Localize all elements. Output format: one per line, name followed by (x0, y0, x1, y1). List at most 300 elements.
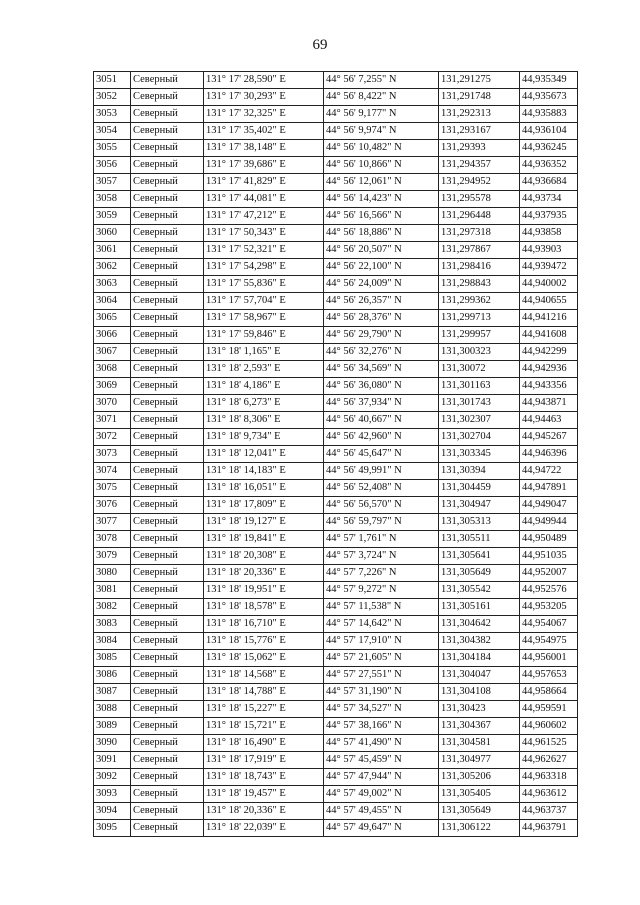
latitude-dms-cell: 44° 57' 1,761" N (324, 531, 439, 548)
area-name-cell: Северный (131, 276, 204, 293)
longitude-dms-cell: 131° 18' 20,336" E (204, 565, 324, 582)
point-number-cell: 3072 (94, 429, 131, 446)
table-row (94, 531, 578, 548)
latitude-decimal-cell: 44,963737 (520, 803, 578, 820)
table-row (94, 395, 578, 412)
point-number-cell: 3086 (94, 667, 131, 684)
area-name-cell: Северный (131, 327, 204, 344)
table-row (94, 786, 578, 803)
longitude-decimal-cell: 131,302307 (439, 412, 520, 429)
latitude-decimal-cell: 44,963318 (520, 769, 578, 786)
latitude-dms-cell: 44° 57' 34,527" N (324, 701, 439, 718)
longitude-decimal-cell: 131,30394 (439, 463, 520, 480)
table-row (94, 140, 578, 157)
area-name-cell: Северный (131, 429, 204, 446)
longitude-decimal-cell: 131,297318 (439, 225, 520, 242)
table-row (94, 599, 578, 616)
area-name-cell: Северный (131, 718, 204, 735)
area-name-cell: Северный (131, 378, 204, 395)
longitude-dms-cell: 131° 18' 20,308" E (204, 548, 324, 565)
longitude-decimal-cell: 131,305542 (439, 582, 520, 599)
latitude-dms-cell: 44° 57' 21,605" N (324, 650, 439, 667)
point-number-cell: 3091 (94, 752, 131, 769)
longitude-decimal-cell: 131,304947 (439, 497, 520, 514)
area-name-cell: Северный (131, 548, 204, 565)
area-name-cell: Северный (131, 701, 204, 718)
table-row (94, 259, 578, 276)
longitude-decimal-cell: 131,300323 (439, 344, 520, 361)
longitude-dms-cell: 131° 17' 55,836" E (204, 276, 324, 293)
longitude-dms-cell: 131° 18' 14,183" E (204, 463, 324, 480)
longitude-decimal-cell: 131,29393 (439, 140, 520, 157)
latitude-decimal-cell: 44,963612 (520, 786, 578, 803)
longitude-dms-cell: 131° 17' 47,212" E (204, 208, 324, 225)
table-row (94, 684, 578, 701)
table-row (94, 752, 578, 769)
coordinates-table-body (94, 72, 578, 837)
latitude-dms-cell: 44° 56' 34,569" N (324, 361, 439, 378)
area-name-cell: Северный (131, 463, 204, 480)
longitude-decimal-cell: 131,297867 (439, 242, 520, 259)
longitude-dms-cell: 131° 18' 19,127" E (204, 514, 324, 531)
longitude-decimal-cell: 131,304184 (439, 650, 520, 667)
table-row (94, 480, 578, 497)
latitude-decimal-cell: 44,945267 (520, 429, 578, 446)
longitude-dms-cell: 131° 18' 17,809" E (204, 497, 324, 514)
area-name-cell: Северный (131, 208, 204, 225)
latitude-decimal-cell: 44,953205 (520, 599, 578, 616)
latitude-dms-cell: 44° 56' 10,482" N (324, 140, 439, 157)
area-name-cell: Северный (131, 123, 204, 140)
point-number-cell: 3075 (94, 480, 131, 497)
longitude-decimal-cell: 131,304382 (439, 633, 520, 650)
latitude-dms-cell: 44° 56' 28,376" N (324, 310, 439, 327)
longitude-decimal-cell: 131,299713 (439, 310, 520, 327)
longitude-dms-cell: 131° 18' 16,710" E (204, 616, 324, 633)
longitude-decimal-cell: 131,303345 (439, 446, 520, 463)
point-number-cell: 3055 (94, 140, 131, 157)
latitude-decimal-cell: 44,949047 (520, 497, 578, 514)
latitude-dms-cell: 44° 56' 29,790" N (324, 327, 439, 344)
latitude-dms-cell: 44° 57' 49,002" N (324, 786, 439, 803)
point-number-cell: 3056 (94, 157, 131, 174)
point-number-cell: 3058 (94, 191, 131, 208)
point-number-cell: 3053 (94, 106, 131, 123)
longitude-dms-cell: 131° 17' 44,081" E (204, 191, 324, 208)
point-number-cell: 3063 (94, 276, 131, 293)
longitude-dms-cell: 131° 17' 32,325" E (204, 106, 324, 123)
area-name-cell: Северный (131, 446, 204, 463)
point-number-cell: 3069 (94, 378, 131, 395)
table-row (94, 565, 578, 582)
table-row (94, 361, 578, 378)
latitude-decimal-cell: 44,952007 (520, 565, 578, 582)
table-row (94, 514, 578, 531)
latitude-decimal-cell: 44,958664 (520, 684, 578, 701)
latitude-dms-cell: 44° 56' 8,422" N (324, 89, 439, 106)
table-row (94, 327, 578, 344)
latitude-decimal-cell: 44,93734 (520, 191, 578, 208)
area-name-cell: Северный (131, 395, 204, 412)
latitude-dms-cell: 44° 56' 45,647" N (324, 446, 439, 463)
point-number-cell: 3080 (94, 565, 131, 582)
table-row (94, 412, 578, 429)
point-number-cell: 3095 (94, 820, 131, 837)
longitude-decimal-cell: 131,296448 (439, 208, 520, 225)
table-row (94, 650, 578, 667)
longitude-decimal-cell: 131,305641 (439, 548, 520, 565)
longitude-decimal-cell: 131,305313 (439, 514, 520, 531)
area-name-cell: Северный (131, 344, 204, 361)
table-row (94, 701, 578, 718)
latitude-decimal-cell: 44,935673 (520, 89, 578, 106)
point-number-cell: 3067 (94, 344, 131, 361)
longitude-decimal-cell: 131,30072 (439, 361, 520, 378)
latitude-dms-cell: 44° 56' 56,570" N (324, 497, 439, 514)
longitude-decimal-cell: 131,292313 (439, 106, 520, 123)
longitude-dms-cell: 131° 17' 38,148" E (204, 140, 324, 157)
point-number-cell: 3066 (94, 327, 131, 344)
area-name-cell: Северный (131, 106, 204, 123)
latitude-decimal-cell: 44,947891 (520, 480, 578, 497)
latitude-decimal-cell: 44,936104 (520, 123, 578, 140)
area-name-cell: Северный (131, 412, 204, 429)
latitude-decimal-cell: 44,952576 (520, 582, 578, 599)
latitude-dms-cell: 44° 56' 22,100" N (324, 259, 439, 276)
point-number-cell: 3093 (94, 786, 131, 803)
area-name-cell: Северный (131, 140, 204, 157)
latitude-decimal-cell: 44,93858 (520, 225, 578, 242)
latitude-decimal-cell: 44,956001 (520, 650, 578, 667)
latitude-decimal-cell: 44,935349 (520, 72, 578, 89)
area-name-cell: Северный (131, 803, 204, 820)
latitude-dms-cell: 44° 56' 49,991" N (324, 463, 439, 480)
latitude-decimal-cell: 44,937935 (520, 208, 578, 225)
area-name-cell: Северный (131, 820, 204, 837)
latitude-decimal-cell: 44,940655 (520, 293, 578, 310)
point-number-cell: 3059 (94, 208, 131, 225)
latitude-dms-cell: 44° 56' 20,507" N (324, 242, 439, 259)
longitude-dms-cell: 131° 18' 6,273" E (204, 395, 324, 412)
table-row (94, 769, 578, 786)
area-name-cell: Северный (131, 582, 204, 599)
longitude-decimal-cell: 131,302704 (439, 429, 520, 446)
longitude-decimal-cell: 131,299362 (439, 293, 520, 310)
table-row (94, 174, 578, 191)
point-number-cell: 3081 (94, 582, 131, 599)
table-row (94, 735, 578, 752)
longitude-decimal-cell: 131,291275 (439, 72, 520, 89)
longitude-dms-cell: 131° 17' 52,321" E (204, 242, 324, 259)
longitude-dms-cell: 131° 18' 14,568" E (204, 667, 324, 684)
table-row (94, 446, 578, 463)
longitude-decimal-cell: 131,293167 (439, 123, 520, 140)
table-row (94, 89, 578, 106)
longitude-dms-cell: 131° 18' 8,306" E (204, 412, 324, 429)
longitude-dms-cell: 131° 17' 59,846" E (204, 327, 324, 344)
latitude-dms-cell: 44° 56' 10,866" N (324, 157, 439, 174)
table-row (94, 616, 578, 633)
latitude-decimal-cell: 44,954067 (520, 616, 578, 633)
latitude-dms-cell: 44° 57' 49,455" N (324, 803, 439, 820)
latitude-decimal-cell: 44,93903 (520, 242, 578, 259)
latitude-dms-cell: 44° 56' 12,061" N (324, 174, 439, 191)
table-row (94, 429, 578, 446)
latitude-decimal-cell: 44,963791 (520, 820, 578, 837)
point-number-cell: 3087 (94, 684, 131, 701)
area-name-cell: Северный (131, 72, 204, 89)
latitude-dms-cell: 44° 56' 9,177" N (324, 106, 439, 123)
latitude-dms-cell: 44° 57' 27,551" N (324, 667, 439, 684)
latitude-decimal-cell: 44,951035 (520, 548, 578, 565)
point-number-cell: 3094 (94, 803, 131, 820)
latitude-decimal-cell: 44,943871 (520, 395, 578, 412)
latitude-decimal-cell: 44,936245 (520, 140, 578, 157)
latitude-dms-cell: 44° 56' 14,423" N (324, 191, 439, 208)
longitude-decimal-cell: 131,304581 (439, 735, 520, 752)
longitude-decimal-cell: 131,305405 (439, 786, 520, 803)
longitude-decimal-cell: 131,305206 (439, 769, 520, 786)
area-name-cell: Северный (131, 599, 204, 616)
longitude-decimal-cell: 131,305649 (439, 565, 520, 582)
point-number-cell: 3065 (94, 310, 131, 327)
table-row (94, 276, 578, 293)
longitude-dms-cell: 131° 18' 19,457" E (204, 786, 324, 803)
longitude-decimal-cell: 131,298843 (439, 276, 520, 293)
table-row (94, 718, 578, 735)
latitude-dms-cell: 44° 56' 24,009" N (324, 276, 439, 293)
latitude-decimal-cell: 44,94463 (520, 412, 578, 429)
latitude-decimal-cell: 44,949944 (520, 514, 578, 531)
point-number-cell: 3089 (94, 718, 131, 735)
latitude-dms-cell: 44° 56' 32,276" N (324, 344, 439, 361)
latitude-dms-cell: 44° 56' 7,255" N (324, 72, 439, 89)
table-row (94, 548, 578, 565)
table-row (94, 293, 578, 310)
point-number-cell: 3088 (94, 701, 131, 718)
area-name-cell: Северный (131, 616, 204, 633)
area-name-cell: Северный (131, 174, 204, 191)
table-row (94, 123, 578, 140)
longitude-dms-cell: 131° 17' 39,686" E (204, 157, 324, 174)
longitude-dms-cell: 131° 18' 4,186" E (204, 378, 324, 395)
table-row (94, 803, 578, 820)
table-row (94, 310, 578, 327)
coordinates-table (93, 71, 578, 837)
longitude-dms-cell: 131° 18' 9,734" E (204, 429, 324, 446)
point-number-cell: 3092 (94, 769, 131, 786)
area-name-cell: Северный (131, 89, 204, 106)
longitude-decimal-cell: 131,305649 (439, 803, 520, 820)
point-number-cell: 3070 (94, 395, 131, 412)
longitude-dms-cell: 131° 18' 18,578" E (204, 599, 324, 616)
longitude-decimal-cell: 131,301163 (439, 378, 520, 395)
latitude-decimal-cell: 44,961525 (520, 735, 578, 752)
longitude-decimal-cell: 131,294357 (439, 157, 520, 174)
latitude-decimal-cell: 44,940002 (520, 276, 578, 293)
longitude-decimal-cell: 131,301743 (439, 395, 520, 412)
longitude-decimal-cell: 131,304642 (439, 616, 520, 633)
longitude-dms-cell: 131° 18' 1,165" E (204, 344, 324, 361)
area-name-cell: Северный (131, 752, 204, 769)
area-name-cell: Северный (131, 225, 204, 242)
table-row (94, 191, 578, 208)
longitude-dms-cell: 131° 18' 20,336" E (204, 803, 324, 820)
table-row (94, 463, 578, 480)
longitude-dms-cell: 131° 18' 18,743" E (204, 769, 324, 786)
longitude-dms-cell: 131° 17' 58,967" E (204, 310, 324, 327)
point-number-cell: 3077 (94, 514, 131, 531)
point-number-cell: 3068 (94, 361, 131, 378)
longitude-dms-cell: 131° 18' 15,062" E (204, 650, 324, 667)
point-number-cell: 3064 (94, 293, 131, 310)
latitude-decimal-cell: 44,942936 (520, 361, 578, 378)
latitude-dms-cell: 44° 56' 26,357" N (324, 293, 439, 310)
longitude-dms-cell: 131° 18' 19,951" E (204, 582, 324, 599)
point-number-cell: 3062 (94, 259, 131, 276)
table-row (94, 208, 578, 225)
longitude-dms-cell: 131° 18' 22,039" E (204, 820, 324, 837)
area-name-cell: Северный (131, 633, 204, 650)
latitude-dms-cell: 44° 56' 36,080" N (324, 378, 439, 395)
longitude-dms-cell: 131° 18' 15,227" E (204, 701, 324, 718)
point-number-cell: 3085 (94, 650, 131, 667)
point-number-cell: 3090 (94, 735, 131, 752)
latitude-decimal-cell: 44,943356 (520, 378, 578, 395)
longitude-dms-cell: 131° 17' 54,298" E (204, 259, 324, 276)
latitude-dms-cell: 44° 56' 40,667" N (324, 412, 439, 429)
latitude-decimal-cell: 44,959591 (520, 701, 578, 718)
table-row (94, 633, 578, 650)
longitude-decimal-cell: 131,291748 (439, 89, 520, 106)
longitude-decimal-cell: 131,306122 (439, 820, 520, 837)
point-number-cell: 3079 (94, 548, 131, 565)
latitude-decimal-cell: 44,941216 (520, 310, 578, 327)
latitude-decimal-cell: 44,960602 (520, 718, 578, 735)
area-name-cell: Северный (131, 684, 204, 701)
area-name-cell: Северный (131, 769, 204, 786)
table-row (94, 72, 578, 89)
area-name-cell: Северный (131, 650, 204, 667)
point-number-cell: 3052 (94, 89, 131, 106)
longitude-decimal-cell: 131,294952 (439, 174, 520, 191)
longitude-dms-cell: 131° 17' 50,343" E (204, 225, 324, 242)
longitude-decimal-cell: 131,30423 (439, 701, 520, 718)
longitude-decimal-cell: 131,299957 (439, 327, 520, 344)
table-row (94, 106, 578, 123)
latitude-decimal-cell: 44,936684 (520, 174, 578, 191)
latitude-decimal-cell: 44,957653 (520, 667, 578, 684)
latitude-dms-cell: 44° 56' 52,408" N (324, 480, 439, 497)
table-row (94, 242, 578, 259)
latitude-dms-cell: 44° 57' 9,272" N (324, 582, 439, 599)
latitude-decimal-cell: 44,939472 (520, 259, 578, 276)
point-number-cell: 3060 (94, 225, 131, 242)
latitude-decimal-cell: 44,941608 (520, 327, 578, 344)
point-number-cell: 3073 (94, 446, 131, 463)
table-row (94, 378, 578, 395)
longitude-dms-cell: 131° 18' 14,788" E (204, 684, 324, 701)
point-number-cell: 3084 (94, 633, 131, 650)
table-row (94, 225, 578, 242)
longitude-dms-cell: 131° 18' 15,721" E (204, 718, 324, 735)
area-name-cell: Северный (131, 497, 204, 514)
longitude-decimal-cell: 131,304459 (439, 480, 520, 497)
latitude-dms-cell: 44° 57' 17,910" N (324, 633, 439, 650)
area-name-cell: Северный (131, 565, 204, 582)
area-name-cell: Северный (131, 157, 204, 174)
point-number-cell: 3082 (94, 599, 131, 616)
latitude-dms-cell: 44° 56' 16,566" N (324, 208, 439, 225)
area-name-cell: Северный (131, 735, 204, 752)
longitude-decimal-cell: 131,305161 (439, 599, 520, 616)
point-number-cell: 3057 (94, 174, 131, 191)
latitude-dms-cell: 44° 56' 37,934" N (324, 395, 439, 412)
point-number-cell: 3083 (94, 616, 131, 633)
area-name-cell: Северный (131, 531, 204, 548)
latitude-decimal-cell: 44,935883 (520, 106, 578, 123)
table-row (94, 582, 578, 599)
point-number-cell: 3061 (94, 242, 131, 259)
latitude-dms-cell: 44° 57' 41,490" N (324, 735, 439, 752)
latitude-dms-cell: 44° 57' 47,944" N (324, 769, 439, 786)
area-name-cell: Северный (131, 242, 204, 259)
longitude-dms-cell: 131° 18' 16,051" E (204, 480, 324, 497)
longitude-dms-cell: 131° 17' 41,829" E (204, 174, 324, 191)
longitude-decimal-cell: 131,295578 (439, 191, 520, 208)
area-name-cell: Северный (131, 310, 204, 327)
latitude-dms-cell: 44° 56' 42,960" N (324, 429, 439, 446)
longitude-dms-cell: 131° 18' 16,490" E (204, 735, 324, 752)
latitude-dms-cell: 44° 56' 59,797" N (324, 514, 439, 531)
latitude-dms-cell: 44° 57' 7,226" N (324, 565, 439, 582)
longitude-dms-cell: 131° 17' 35,402" E (204, 123, 324, 140)
longitude-dms-cell: 131° 18' 2,593" E (204, 361, 324, 378)
table-row (94, 667, 578, 684)
area-name-cell: Северный (131, 361, 204, 378)
latitude-dms-cell: 44° 57' 38,166" N (324, 718, 439, 735)
latitude-decimal-cell: 44,936352 (520, 157, 578, 174)
point-number-cell: 3071 (94, 412, 131, 429)
longitude-decimal-cell: 131,298416 (439, 259, 520, 276)
latitude-decimal-cell: 44,962627 (520, 752, 578, 769)
longitude-decimal-cell: 131,304977 (439, 752, 520, 769)
longitude-dms-cell: 131° 18' 12,041" E (204, 446, 324, 463)
area-name-cell: Северный (131, 191, 204, 208)
point-number-cell: 3076 (94, 497, 131, 514)
area-name-cell: Северный (131, 667, 204, 684)
area-name-cell: Северный (131, 259, 204, 276)
latitude-decimal-cell: 44,946396 (520, 446, 578, 463)
latitude-decimal-cell: 44,94722 (520, 463, 578, 480)
point-number-cell: 3051 (94, 72, 131, 89)
latitude-dms-cell: 44° 56' 18,886" N (324, 225, 439, 242)
table-row (94, 157, 578, 174)
longitude-dms-cell: 131° 17' 57,704" E (204, 293, 324, 310)
point-number-cell: 3054 (94, 123, 131, 140)
latitude-decimal-cell: 44,942299 (520, 344, 578, 361)
latitude-decimal-cell: 44,950489 (520, 531, 578, 548)
latitude-dms-cell: 44° 57' 49,647" N (324, 820, 439, 837)
longitude-dms-cell: 131° 17' 30,293" E (204, 89, 324, 106)
longitude-dms-cell: 131° 18' 15,776" E (204, 633, 324, 650)
point-number-cell: 3078 (94, 531, 131, 548)
longitude-decimal-cell: 131,305511 (439, 531, 520, 548)
latitude-dms-cell: 44° 57' 11,538" N (324, 599, 439, 616)
page-number: 69 (312, 37, 328, 53)
table-row (94, 497, 578, 514)
longitude-dms-cell: 131° 17' 28,590" E (204, 72, 324, 89)
